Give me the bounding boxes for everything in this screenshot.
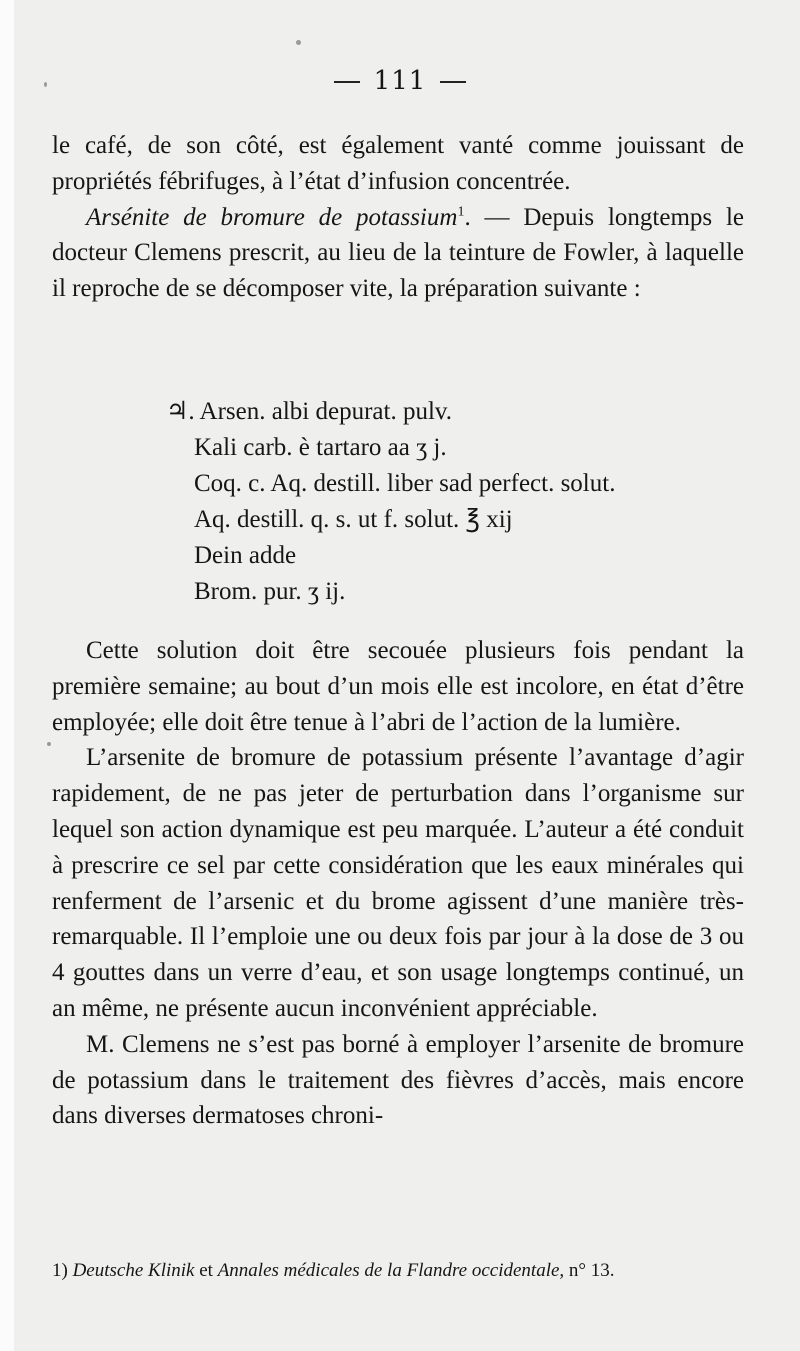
prescription-line: Kali carb. è tartaro aa ʒ j. xyxy=(194,434,447,461)
paragraph-1: le café, de son côté, est également vanté comme jouissant de propriétés fébrifuges, à l’état d’infusion concentrée. xyxy=(52,132,744,195)
ink-speck xyxy=(47,742,51,746)
footnote-source-2: Annales médicales de la Flandre occidentale, xyxy=(217,1260,565,1281)
paragraph-5: M. Clemens ne s’est pas borné à employer l’arsenite de bromure de potassium dans le traitement des fièvres d’accès, mais encore dans diverses dermatoses chroni- xyxy=(52,1030,744,1130)
prescription-line: Aq. destill. q. s. ut f. solut. ℥ xij xyxy=(194,506,513,533)
paragraph-2-body: . — Depuis longtemps le docteur Clemens prescrit, au lieu de la teinture de Fowler, à laquelle il reproche de se décomposer vite, la préparation suivante : xyxy=(52,203,744,303)
prescription-line: Dein adde xyxy=(194,542,297,569)
prescription-line: Brom. pur. ʒ ij. xyxy=(194,578,346,605)
prescription-line: ♃. Arsen. albi depurat. pulv. xyxy=(166,398,453,425)
footnote-ref: 1 xyxy=(457,204,465,220)
paragraph-2-title: Arsénite de bromure de potassium xyxy=(86,203,458,231)
paragraph-2 xyxy=(52,200,744,307)
ink-speck xyxy=(44,82,47,87)
footnote-connector: et xyxy=(194,1260,218,1281)
paragraph-4: L’arsenite de bromure de potassium présente l’avantage d’agir rapidement, de ne pas jeter de perturbation dans l’organisme sur lequel son action dynamique est peu marquée. L’auteur a été conduit à prescrire ce sel par cette considération que les eaux minérales qui renferment de l’arsenic et du brome agissent d’une manière très-remarquable. Il l’emploie une ou deux fois par jour à la dose de 3 ou 4 gouttes dans un verre d’eau, et son usage longtemps continué, un an même, ne présente aucun inconvénient appréciable. xyxy=(52,744,744,1022)
body-text-bottom xyxy=(52,633,744,1134)
prescription-line: Coq. c. Aq. destill. liber sad perfect. solut. xyxy=(194,470,616,497)
footnote-source-1: Deutsche Klinik xyxy=(72,1260,195,1281)
paragraph-3: Cette solution doit être secouée plusieurs fois pendant la première semaine; au bout d’un mois elle est incolore, en état d’être employée; elle doit être tenue à l’abri de l’action de la lumière. xyxy=(52,637,744,736)
footnote-marker: 1) xyxy=(52,1260,68,1281)
page-header xyxy=(0,66,800,96)
footnote-issue: n° 13. xyxy=(564,1260,615,1281)
page-number: 111 xyxy=(373,66,427,96)
header-dash-right xyxy=(440,81,466,83)
footnote xyxy=(52,1257,752,1285)
header-dash-left xyxy=(334,81,360,83)
prescription-block xyxy=(166,394,766,610)
ink-speck xyxy=(296,40,301,45)
body-text-top xyxy=(52,128,744,307)
